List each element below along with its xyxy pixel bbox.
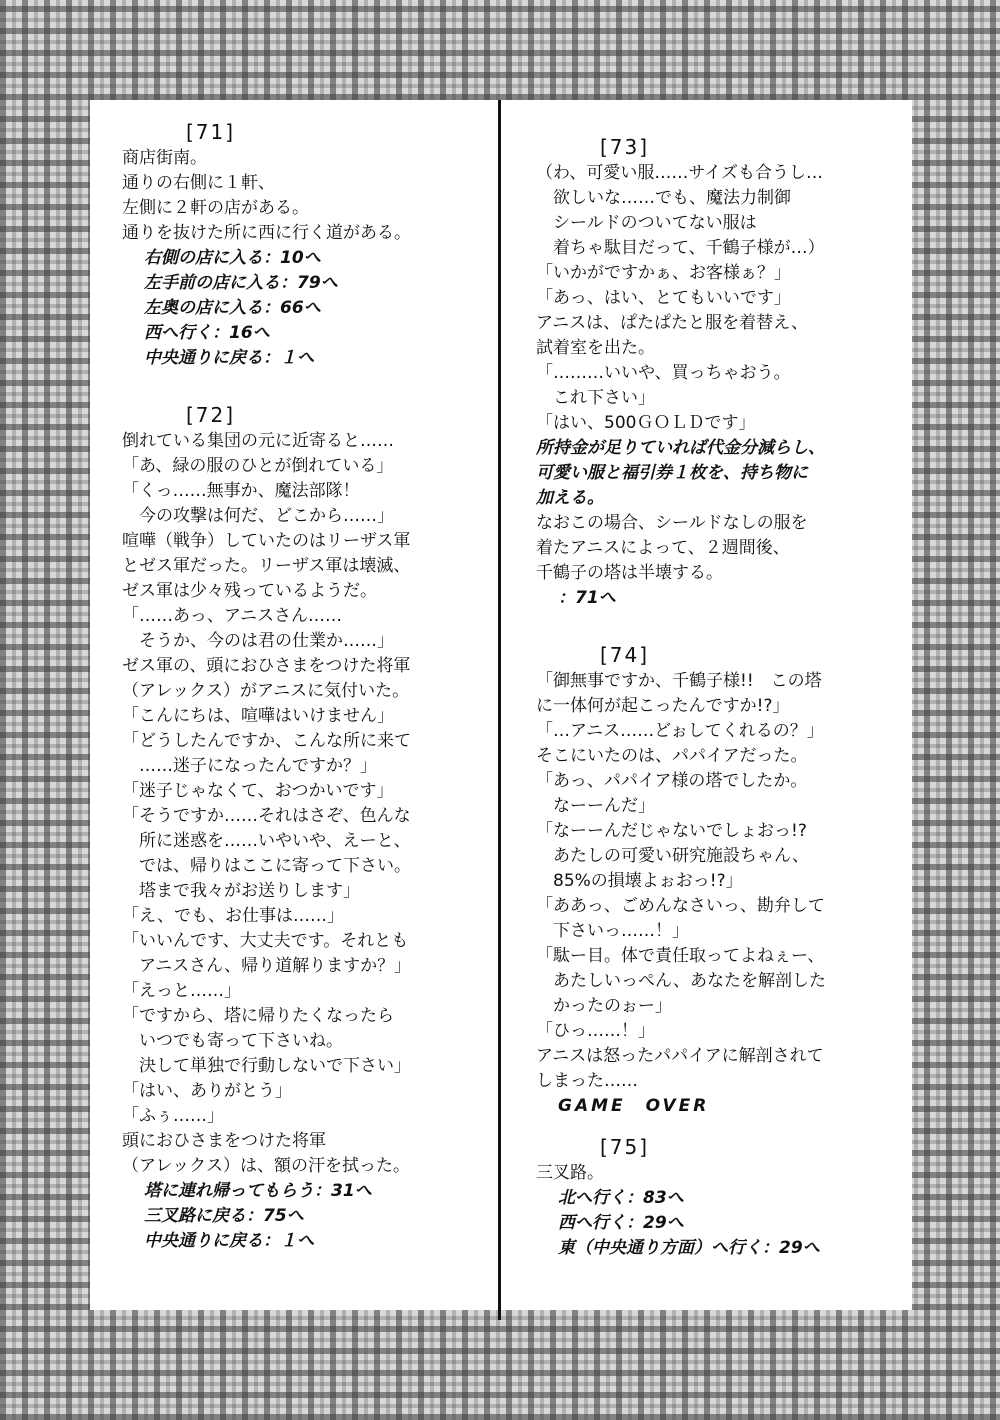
choice-link: 西へ行く：16へ [144, 323, 270, 343]
text-line: 「駄ー目。体で責任取ってよねぇー、 [536, 946, 825, 966]
text-line: 今の攻撃は何だ、どこから……」 [122, 506, 394, 526]
text-line: そうか、今のは君の仕業か……」 [122, 631, 394, 651]
text-line: 「ああっ、ごめんなさいっ、勘弁して [536, 896, 825, 916]
choice-link: 左手前の店に入る：79へ [144, 273, 338, 293]
text-line: そこにいたのは、パパイアだった。 [536, 746, 808, 766]
text-line: 85%の損壊よぉおっ!?」 [536, 871, 743, 891]
text-line: （アレックス）は、額の汗を拭った。 [122, 1156, 410, 1176]
text-line: 「……あっ、アニスさん…… [122, 606, 342, 626]
choice-link: 北へ行く：83へ [558, 1188, 684, 1208]
text-line: 下さいっ……！」 [536, 921, 689, 941]
text-line: 所に迷惑を……いやいや、えーと、 [122, 831, 411, 851]
text-line: 倒れている集団の元に近寄ると…… [122, 431, 394, 451]
text-line: ゼス軍は少々残っているようだ。 [122, 581, 377, 601]
right-column [536, 133, 881, 1261]
text-line: 「いいんです、大丈夫です。それとも [122, 931, 409, 951]
text-line: 「え、でも、お仕事は……」 [122, 906, 345, 926]
text-line: とゼス軍だった。リーザス軍は壊滅、 [122, 556, 411, 576]
text-line: 「はい、ありがとう」 [122, 1081, 292, 1101]
text-line: ……迷子になったんですか？」 [122, 756, 377, 776]
text-line: あたしいっぺん、あなたを解剖した [536, 971, 827, 991]
choice-link: ：71へ [558, 588, 616, 608]
text-line: （わ、可愛い服……サイズも合うし… [536, 163, 823, 183]
text-line: 「御無事ですか、千鶴子様!! この塔 [536, 671, 822, 691]
choice-link: 左奥の店に入る：66へ [144, 298, 321, 318]
choice-link: 塔に連れ帰ってもらう：31へ [144, 1181, 372, 1201]
text-line: 商店街南。 [122, 148, 207, 168]
text-line: 「くっ……無事か、魔法部隊！ [122, 481, 360, 501]
text-line: 左側に２軒の店がある。 [122, 198, 309, 218]
text-line: 試着室を出た。 [536, 338, 655, 358]
text-line: 「あ、緑の服のひとが倒れている」 [122, 456, 394, 476]
left-column [122, 118, 472, 1254]
text-line: 「なーーんだじゃないでしょおっ!? [536, 821, 807, 841]
text-line: 着ちゃ駄目だって、千鶴子様が…） [536, 238, 825, 258]
text-line: 「えっと……」 [122, 981, 241, 1001]
text-line: アニスは、ぱたぱたと服を着替え、 [536, 313, 809, 333]
text-line: シールドのついてない服は [536, 213, 757, 233]
text-line: 通りを抜けた所に西に行く道がある。 [122, 223, 411, 243]
text-line: 「あっ、パパイア様の塔でしたか。 [536, 771, 808, 791]
text-line: （アレックス）がアニスに気付いた。 [122, 681, 410, 701]
text-line: かったのぉー」 [536, 996, 672, 1016]
text-line: 頭におひさまをつけた将軍 [122, 1131, 326, 1151]
section-71-heading: [71] [186, 120, 236, 144]
choice-link: 中央通りに戻る：１へ [144, 1231, 314, 1251]
text-line: 三叉路。 [536, 1163, 604, 1183]
text-line: 決して単独で行動しないで下さい」 [122, 1056, 411, 1076]
text-line: しまった…… [536, 1071, 638, 1091]
text-line: 喧嘩（戦争）していたのはリーザス軍 [122, 531, 411, 551]
text-line: 通りの右側に１軒、 [122, 173, 275, 193]
instruction-line: 所持金が足りていれば代金分減らし、 [536, 438, 825, 458]
text-line: これ下さい」 [536, 388, 655, 408]
text-line: 「………いいや、買っちゃおう。 [536, 363, 791, 383]
text-line: 「はい、500ＧＯＬＤです」 [536, 413, 756, 433]
text-line: 「そうですか……それはさぞ、色んな [122, 806, 411, 826]
choice-link: 中央通りに戻る：１へ [144, 348, 314, 368]
text-line: なーーんだ」 [536, 796, 655, 816]
text-line: アニスは怒ったパパイアに解剖されて [536, 1046, 824, 1066]
text-line: 「迷子じゃなくて、おつかいです」 [122, 781, 394, 801]
text-line: なおこの場合、シールドなしの服を [536, 513, 808, 533]
text-line: いつでも寄って下さいね。 [122, 1031, 343, 1051]
choice-link: 東（中央通り方面）へ行く：29へ [558, 1238, 820, 1258]
choice-link: 西へ行く：29へ [558, 1213, 684, 1233]
text-line: 「…アニス……どぉしてくれるの？」 [536, 721, 824, 741]
column-divider [498, 100, 501, 1320]
text-line: 欲しいな……でも、魔法力制御 [536, 188, 791, 208]
instruction-line: 可愛い服と福引券１枚を、持ち物に [536, 463, 808, 483]
section-72-heading: [72] [186, 403, 236, 427]
text-line: 「こんにちは、喧嘩はいけません」 [122, 706, 394, 726]
section-75-heading: [75] [600, 1135, 650, 1159]
section-73-heading: [73] [600, 135, 650, 159]
text-line: では、帰りはここに寄って下さい。 [122, 856, 411, 876]
text-line: に一体何が起こったんですか!?」 [536, 696, 790, 716]
text-line: ゼス軍の、頭におひさまをつけた将軍 [122, 656, 411, 676]
text-line: あたしの可愛い研究施設ちゃん、 [536, 846, 810, 866]
text-line: 千鶴子の塔は半壊する。 [536, 563, 723, 583]
text-line: 「ふぅ……」 [122, 1106, 224, 1126]
choice-link: 右側の店に入る：10へ [144, 248, 321, 268]
section-74-heading: [74] [600, 643, 650, 667]
choice-link: 三叉路に戻る：75へ [144, 1206, 304, 1226]
text-line: アニスさん、帰り道解りますか？」 [122, 956, 412, 976]
text-line: 塔まで我々がお送りします」 [122, 881, 360, 901]
text-line: 「あっ、はい、とてもいいです」 [536, 288, 791, 308]
instruction-line: 加える。 [536, 488, 604, 508]
game-over-text: GAME OVER [558, 1096, 710, 1116]
text-line: 「ですから、塔に帰りたくなったら [122, 1006, 394, 1026]
text-line: 「ひっ……！」 [536, 1021, 655, 1041]
text-line: 「どうしたんですか、こんな所に来て [122, 731, 411, 751]
text-line: 着たアニスによって、２週間後、 [536, 538, 790, 558]
text-line: 「いかがですかぁ、お客様ぁ？」 [536, 263, 791, 283]
